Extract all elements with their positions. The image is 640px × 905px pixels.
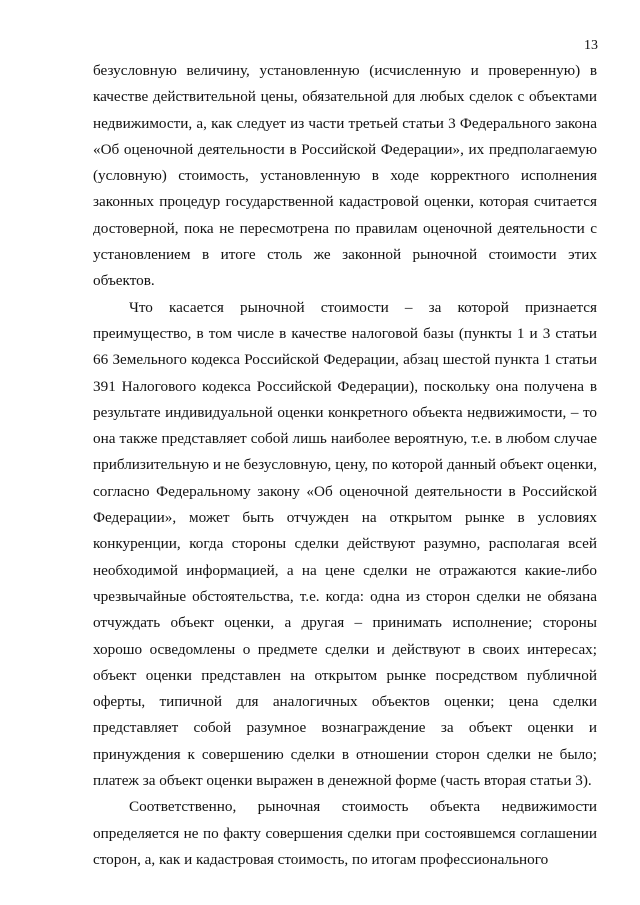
paragraph-continuation: безусловную величину, установленную (исчисленную и проверенную) в качестве действительной цены, обязательной для любых сделок с объектами недвижимости, а, как следует из части третьей статьи 3 Федерального закона «Об оценочной деятельности в Российской Федерации», их предполагаемую (условную) стоимость, установленную в ходе корректного исполнения законных процедур государственной кадастровой оценки, которая считается достоверной, пока не пересмотрена по правилам оценочной деятельности с установлением в итоге столь же законной рыночной стоимости этих объектов.: [93, 62, 597, 290]
document-body: [93, 58, 597, 873]
page-number: 13: [584, 38, 598, 53]
paragraph-market-value: Что касается рыночной стоимости – за которой признается преимущество, в том числе в качестве налоговой базы (пункты 1 и 3 статьи 66 Земельного кодекса Российской Федерации, абзац шестой пункта 1 статьи 391 Налогового кодекса Российской Федерации), поскольку она получена в результате индивидуальной оценки конкретного объекта недвижимости, – то она также представляет собой лишь наиболее вероятную, т.е. в любом случае приблизительную и не безусловную, цену, по которой данный объект оценки, согласно Федеральному закону «Об оценочной деятельности в Российской Федерации», может быть отчужден на открытом рынке в условиях конкуренции, когда стороны сделки действуют разумно, располагая всей необходимой информацией, а на цене сделки не отражаются какие-либо чрезвычайные обстоятельства, т.е. когда: одна из сторон сделки не обязана отчуждать объект оценки, а другая – принимать исполнение; стороны хорошо осведомлены о предмете сделки и действуют в своих интересах; объект оценки представлен на открытом рынке посредством публичной оферты, типичной для аналогичных объектов оценки; цена сделки представляет собой разумное вознаграждение за объект оценки и принуждения к совершению сделки в отношении сторон сделки не было; платеж за объект оценки выражен в денежной форме (часть вторая статьи 3).: [93, 298, 597, 790]
paragraph-accordingly: Соответственно, рыночная стоимость объекта недвижимости определяется не по факту совершения сделки при состоявшемся соглашении сторон, а, как и кадастровая стоимость, по итогам профессионального: [93, 798, 597, 868]
